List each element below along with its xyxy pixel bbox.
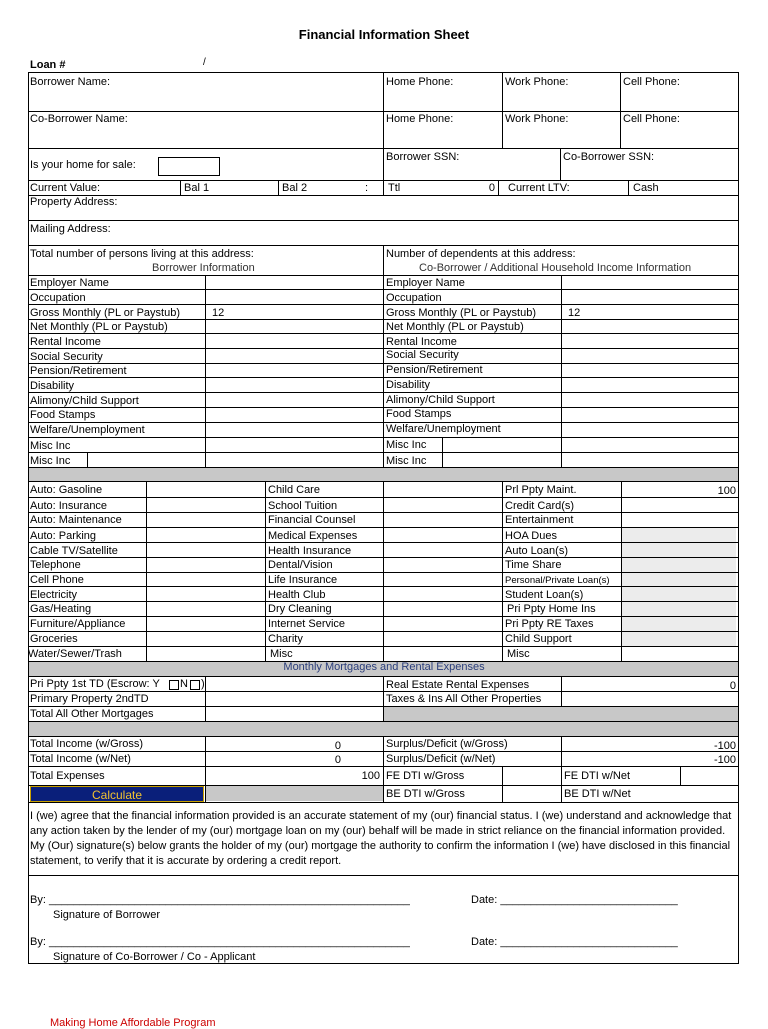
- re-rental-value[interactable]: 0: [729, 680, 736, 692]
- co-borrower-signature-caption: Signature of Co-Borrower / Co - Applicant: [53, 951, 256, 963]
- co-borrower-signature-line[interactable]: By: ___________________________________________________________: [30, 936, 410, 948]
- surplus-net-label: Surplus/Deficit (w/Net): [386, 753, 496, 765]
- borrower-info-header: Borrower Information: [152, 262, 255, 274]
- pri-2nd-td-label: Primary Property 2ndTD: [30, 693, 149, 705]
- calculate-button[interactable]: Calculate: [30, 786, 204, 802]
- surplus-net-value: -100: [713, 754, 736, 766]
- income-row-label: Social Security: [30, 351, 103, 363]
- expense-label: Health Club: [268, 589, 326, 601]
- close-paren: ): [201, 678, 205, 690]
- expense-label: Cable TV/Satellite: [30, 545, 118, 557]
- persons-living-label: Total number of persons living at this address:: [30, 248, 254, 260]
- expense-label: Credit Card(s): [505, 500, 575, 512]
- income-row-label: Employer Name: [30, 277, 109, 289]
- expense-label: Internet Service: [268, 618, 346, 630]
- income-row-label: Disability: [30, 380, 75, 392]
- property-address-label: Property Address:: [30, 196, 118, 208]
- loan-number-label: Loan #: [30, 59, 66, 71]
- maint-value[interactable]: 100: [717, 485, 736, 497]
- expense-label: Auto Loan(s): [505, 545, 568, 557]
- expense-label: Dry Cleaning: [268, 603, 332, 615]
- income-row-label: Net Monthly (PL or Paystub): [30, 321, 168, 333]
- expense-label: Pri Ppty Home Ins: [507, 603, 596, 615]
- co-gross-monthly-value[interactable]: 12: [568, 307, 581, 319]
- other-mortgages-label: Total All Other Mortgages: [30, 708, 154, 720]
- work-phone-label: Work Phone:: [505, 76, 569, 88]
- co-work-phone-label: Work Phone:: [505, 113, 569, 125]
- expense-label: Water/Sewer/Trash: [28, 648, 122, 660]
- bal2-label: Bal 2: [282, 182, 308, 194]
- income-row-label: Rental Income: [30, 336, 101, 348]
- ttl-label: Ttl: [388, 182, 401, 194]
- income-row-label: Misc Inc: [30, 455, 71, 467]
- home-for-sale-label: Is your home for sale:: [30, 159, 136, 171]
- expense-label: Financial Counsel: [268, 514, 356, 526]
- borrower-signature-caption: Signature of Borrower: [53, 909, 160, 921]
- expense-label: Child Support: [505, 633, 572, 645]
- income-row-label: Gross Monthly (PL or Paystub): [30, 307, 180, 319]
- re-rental-label: Real Estate Rental Expenses: [386, 679, 530, 691]
- total-income-net-value: 0: [334, 754, 341, 766]
- mailing-address-label: Mailing Address:: [30, 223, 111, 235]
- surplus-gross-value: -100: [713, 740, 736, 752]
- escrow-no-checkbox[interactable]: [190, 680, 200, 690]
- co-borrower-info-header: Co-Borrower / Additional Household Income Information: [419, 262, 692, 274]
- page-title: Financial Information Sheet: [298, 27, 470, 42]
- surplus-gross-label: Surplus/Deficit (w/Gross): [386, 738, 508, 750]
- borrower-signature-line[interactable]: By: ___________________________________________________________: [30, 894, 410, 906]
- agreement-text: I (we) agree that the financial information provided is an accurate statement of my (our) financial status. I (we) understand and acknowledge that any action taken by the lender of my (our) mortgage loan on my (our) behalf will be made in strict reliance on the financial information provided. My (Our) signature(s) below grants the holder of my (our) mortgage the authority to confirm the information I (we) have disclosed in this financial statement, to verify that it is accurate by ordering a credit report.: [30, 810, 732, 867]
- current-ltv-label: Current LTV:: [508, 182, 570, 194]
- co-income-row-label: Net Monthly (PL or Paystub): [386, 321, 524, 333]
- fe-dti-gross-label: FE DTI w/Gross: [386, 770, 465, 782]
- total-expenses-value: 100: [361, 770, 380, 782]
- borrower-ssn-label: Borrower SSN:: [386, 151, 460, 163]
- be-dti-gross-label: BE DTI w/Gross: [386, 788, 465, 800]
- co-income-row-label: Social Security: [386, 349, 459, 361]
- income-row-label: Food Stamps: [30, 409, 96, 421]
- co-income-row-label: Misc Inc: [386, 439, 427, 451]
- footer-program-name: Making Home Affordable Program: [50, 1017, 216, 1029]
- co-income-row-label: Gross Monthly (PL or Paystub): [386, 307, 536, 319]
- income-row-label: Misc Inc: [30, 440, 71, 452]
- dependents-label: Number of dependents at this address:: [386, 248, 576, 260]
- expense-label: Gas/Heating: [30, 603, 92, 615]
- expense-label: Misc: [270, 648, 293, 660]
- co-income-row-label: Rental Income: [386, 336, 457, 348]
- separator-band: [29, 467, 738, 481]
- expense-label: Student Loan(s): [505, 589, 584, 601]
- co-cell-phone-label: Cell Phone:: [623, 113, 680, 125]
- taxes-ins-label: Taxes & Ins All Other Properties: [386, 693, 542, 705]
- escrow-yes-checkbox[interactable]: [169, 680, 179, 690]
- expense-label: Auto: Maintenance: [30, 514, 122, 526]
- co-income-row-label: Employer Name: [386, 277, 465, 289]
- expense-label: Auto: Gasoline: [30, 484, 103, 496]
- total-expenses-label: Total Expenses: [30, 770, 105, 782]
- expense-label: School Tuition: [268, 500, 338, 512]
- expense-label: Electricity: [30, 589, 78, 601]
- current-value-label: Current Value:: [30, 182, 101, 194]
- fe-dti-net-label: FE DTI w/Net: [564, 770, 631, 782]
- income-row-label: Welfare/Unemployment: [30, 424, 145, 436]
- expense-label: Charity: [268, 633, 303, 645]
- expense-label: Cell Phone: [30, 574, 84, 586]
- expense-label: Time Share: [505, 559, 562, 571]
- co-income-row-label: Disability: [386, 379, 431, 391]
- expense-label: Prl Ppty Maint.: [505, 484, 577, 496]
- expense-label: Auto: Parking: [30, 530, 97, 542]
- expense-label: Dental/Vision: [268, 559, 333, 571]
- co-borrower-ssn-label: Co-Borrower SSN:: [563, 151, 655, 163]
- bal1-label: Bal 1: [184, 182, 210, 194]
- separator-band: [29, 722, 738, 736]
- borrower-date-line[interactable]: Date: _____________________________: [471, 894, 678, 906]
- be-dti-net-label: BE DTI w/Net: [564, 788, 631, 800]
- income-row-label: Pension/Retirement: [30, 365, 127, 377]
- expense-label: Furniture/Appliance: [30, 618, 126, 630]
- mortgage-header: Monthly Mortgages and Rental Expenses: [283, 661, 485, 673]
- expense-label: Life Insurance: [268, 574, 338, 586]
- expense-label: Auto: Insurance: [30, 500, 108, 512]
- expense-label: Entertainment: [505, 514, 574, 526]
- pri-1st-td-label: Pri Ppty 1st TD (Escrow: Y: [30, 678, 160, 690]
- expense-label: Pri Ppty RE Taxes: [505, 618, 594, 630]
- expense-label: Groceries: [30, 633, 78, 645]
- cell-phone-label: Cell Phone:: [623, 76, 680, 88]
- expense-label: Child Care: [268, 484, 320, 496]
- shaded-cell: [384, 706, 738, 721]
- co-income-row-label: Occupation: [386, 292, 442, 304]
- expense-label: Misc: [507, 648, 530, 660]
- expense-label: HOA Dues: [505, 530, 557, 542]
- co-income-row-label: Pension/Retirement: [386, 364, 483, 376]
- cash-label: Cash: [633, 182, 659, 194]
- expense-label: Personal/Private Loan(s): [505, 575, 610, 586]
- shaded-cell: [205, 786, 383, 801]
- co-borrower-name-label: Co-Borrower Name:: [30, 113, 128, 125]
- ttl-value: 0: [488, 182, 495, 194]
- co-income-row-label: Welfare/Unemployment: [386, 423, 501, 435]
- gross-monthly-value[interactable]: 12: [212, 307, 225, 319]
- total-income-gross-value: 0: [334, 740, 341, 752]
- shaded-cell: [622, 527, 736, 647]
- expense-label: Health Insurance: [268, 545, 352, 557]
- co-income-row-label: Misc Inc: [386, 455, 427, 467]
- income-row-label: Alimony/Child Support: [30, 395, 139, 407]
- colon: :: [365, 182, 369, 194]
- escrow-n-label: N: [180, 678, 188, 690]
- total-income-gross-label: Total Income (w/Gross): [30, 738, 144, 750]
- co-home-phone-label: Home Phone:: [386, 113, 454, 125]
- co-income-row-label: Alimony/Child Support: [386, 394, 495, 406]
- home-for-sale-input[interactable]: [158, 157, 220, 176]
- co-borrower-date-line[interactable]: Date: _____________________________: [471, 936, 678, 948]
- total-income-net-label: Total Income (w/Net): [30, 753, 131, 765]
- borrower-name-label: Borrower Name:: [30, 76, 111, 88]
- expense-label: Medical Expenses: [268, 530, 358, 542]
- home-phone-label: Home Phone:: [386, 76, 454, 88]
- income-row-label: Occupation: [30, 292, 86, 304]
- expense-label: Telephone: [30, 559, 81, 571]
- co-income-row-label: Food Stamps: [386, 408, 452, 420]
- loan-slash: /: [203, 57, 206, 68]
